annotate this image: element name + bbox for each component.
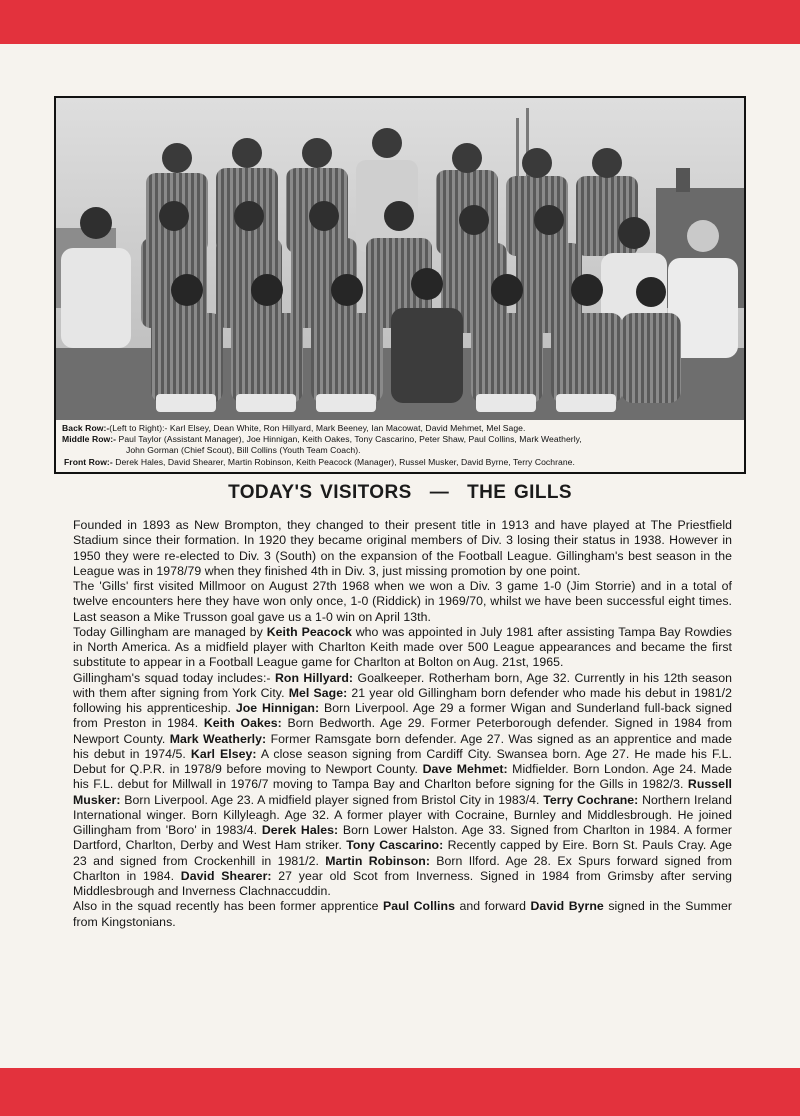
- paragraph-record: The 'Gills' first visited Millmoor on August 27th 1968 when we won a Div. 3 game 1-0 (Jim Storrie) and in a total of twelve encounters here they have won only once, 1-0 (Riddick) in 1969/70, whilst we have been successful eight times. Last season a Mike Trusson goal gave us a 1-0 win on April 13th.: [73, 579, 732, 624]
- also-text-b: and forward: [454, 899, 531, 914]
- manager-text-b: who was appointed in July 1981 after assisting Tampa Bay Rowdies in North America. As a midfield player with Charlton Keith made over 500 League appearances and became the first substitute to appear in a Football League game for Charlton at Bolton on Aug. 21st, 1965.: [73, 624, 733, 670]
- caption-front-label: Front Row:-: [64, 456, 113, 467]
- player-name: Martin Robinson:: [325, 853, 430, 868]
- player-name: Ron Hillyard:: [274, 670, 354, 685]
- player-name: Mel Sage:: [288, 685, 348, 700]
- caption-front-row: [62, 457, 742, 468]
- also-name-2: David Byrne: [530, 899, 604, 914]
- player-description: Former Ramsgate born defender. Age 27. Was signed as an apprentice and made his debut in 1974/5.: [73, 731, 732, 761]
- player-description: A close season signing from Cardiff City. Swansea born. Age 27. He made his F.L. Debut for Q.P.R. in 1978/9 before moving to Newport County.: [73, 746, 732, 776]
- squad-intro: Gillingham's squad today includes:-: [73, 670, 275, 685]
- also-name-1: Paul Collins: [382, 899, 455, 914]
- bottom-red-band: [0, 1068, 800, 1116]
- player-description: Northern Ireland International winger. Born Killyleagh. Age 32. A former player with Cocraine, Burnley and Middlesbrough. He joined Gillingham from 'Boro' in 1983/4.: [73, 792, 733, 837]
- caption-back-row: [62, 423, 742, 434]
- player-name: Karl Elsey:: [190, 746, 257, 761]
- title-dash: —: [429, 482, 450, 503]
- caption-middle-label: Middle Row:-: [62, 434, 117, 445]
- manager-text-a: Today Gillingham are managed by: [73, 624, 267, 639]
- also-text-c: signed in the Summer from Kingstonians.: [73, 899, 733, 929]
- title-right: THE GILLS: [467, 482, 572, 503]
- player-description: Born Lower Halston. Age 33. Signed from Charlton in 1984. A former Dartford, Charlton, Derby and West Ham striker.: [73, 823, 732, 853]
- player-description: Born Liverpool. Age 23. A midfield player signed from Bristol City in 1983/4.: [120, 792, 544, 807]
- manager-name: Keith Peacock: [266, 624, 352, 639]
- team-photo-illustration: [56, 98, 744, 420]
- title-left: TODAY'S VISITORS: [228, 482, 412, 503]
- article-body: [73, 518, 732, 930]
- paragraph-also: [73, 899, 732, 930]
- player-description: Goalkeeper. Rotherham born, Age 32. Currently in his 12th season with them after signing from York City.: [73, 670, 733, 700]
- paragraph-squad: [73, 671, 732, 900]
- caption-middle-row-cont: [62, 445, 742, 456]
- caption-middle-row: [62, 434, 742, 445]
- player-name: Derek Hales:: [261, 823, 339, 837]
- caption-front-text: Derek Hales, David Shearer, Martin Robinson, Keith Peacock (Manager), Russel Musker, David Byrne, Terry Cochrane.: [115, 456, 575, 467]
- player-description: 21 year old Gillingham born defender who made his debut in 1981/2 following his apprenticeship.: [73, 685, 732, 715]
- player-name: Keith Oakes:: [203, 716, 282, 731]
- caption-back-label: Back Row:-: [62, 423, 110, 433]
- paragraph-history: Founded in 1893 as New Brompton, they changed to their present title in 1913 and have played at The Priestfield Stadium since their formation. In 1920 they became original members of Div. 3 losing their status in 1938. However in 1950 they were re-elected to Div. 3 (South) on the expansion of the Football League. Gillingham's best season in the League was in 1978/79 when they finished 4th in Div. 3, just missing promotion by one point.: [73, 518, 732, 578]
- player-list: [73, 671, 732, 899]
- player-description: Born Ilford. Age 28. Ex Spurs forward signed from Charlton in 1984.: [73, 853, 732, 883]
- player-name: Dave Mehmet:: [422, 762, 508, 776]
- photo-caption: [62, 423, 742, 468]
- paragraph-manager: [73, 625, 732, 671]
- player-name: Joe Hinnigan:: [235, 701, 320, 715]
- player-name: Russell Musker:: [73, 777, 732, 807]
- player-description: Recently capped by Eire. Born St. Pauls Cray. Age 23 and signed from Crockenhill in 1981/2.: [73, 838, 732, 868]
- player-name: David Shearer:: [180, 868, 272, 883]
- caption-middle-text: Paul Taylor (Assistant Manager), Joe Hinnigan, Keith Oakes, Tony Cascarino, Peter Shaw, Paul Collins, Mark Weatherly,: [118, 434, 582, 445]
- also-text-a: Also in the squad recently has been former apprentice: [73, 899, 383, 914]
- player-name: Terry Cochrane:: [543, 792, 639, 807]
- page-title: [0, 482, 800, 504]
- player-name: Tony Cascarino:: [346, 838, 444, 853]
- player-description: Born Bedworth. Age 29. Former Peterborough defender. Signed in 1984 from Newport County.: [73, 716, 732, 746]
- caption-back-text: (Left to Right):- Karl Elsey, Dean White, Ron Hillyard, Mark Beeney, Ian Macowat, David Mehmet, Mel Sage.: [109, 423, 526, 433]
- player-description: Midfielder. Born London. Age 24. Made his F.L. debut for Millwall in 1976/7 moving to Tampa Bay and Charlton before signing for the Gills in 1982/3.: [73, 762, 732, 792]
- player-name: Mark Weatherly:: [169, 731, 267, 746]
- team-photo: [56, 98, 744, 420]
- top-red-band: [0, 0, 800, 44]
- player-description: Born Liverpool. Age 29 a former Wigan and Sunderland full-back signed from Preston in 1984.: [73, 701, 733, 731]
- player-description: 27 year old Scot from Inverness. Signed in 1984 from Grimsby after serving Middlesbrough and Inverness Clachnaccuddin.: [73, 868, 732, 898]
- caption-middle-text-2: John Gorman (Chief Scout), Bill Collins (Youth Team Coach).: [126, 445, 361, 456]
